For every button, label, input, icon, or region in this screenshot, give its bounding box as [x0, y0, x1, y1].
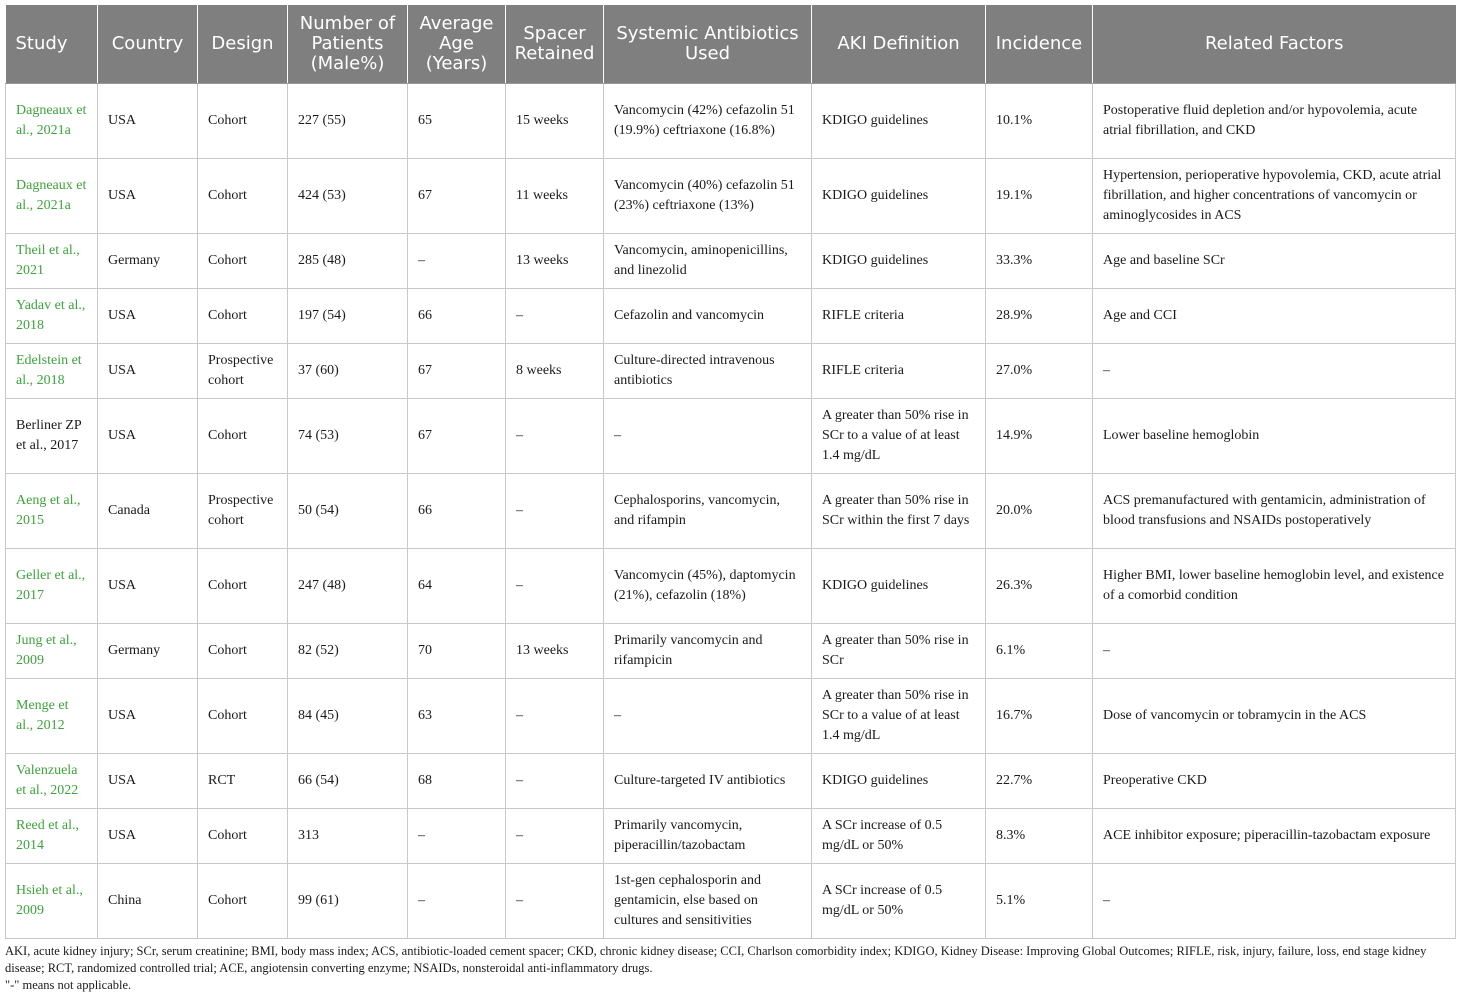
header-spacer: Spacer Retained	[506, 5, 604, 84]
related-factors-cell: –	[1093, 344, 1456, 399]
patients-cell: 197 (54)	[288, 289, 408, 344]
related-factors-cell: Postoperative fluid depletion and/or hypovolemia, acute atrial fibrillation, and CKD	[1093, 84, 1456, 159]
country-cell: USA	[98, 159, 198, 234]
antibiotics-cell: Primarily vancomycin, piperacillin/tazobactam	[604, 809, 812, 864]
design-cell: Prospective cohort	[198, 474, 288, 549]
table-row	[6, 159, 1456, 234]
country-cell: USA	[98, 679, 198, 754]
table-row	[6, 474, 1456, 549]
incidence-cell: 28.9%	[986, 289, 1093, 344]
country-cell: Germany	[98, 624, 198, 679]
spacer-cell: –	[506, 289, 604, 344]
country-cell: USA	[98, 549, 198, 624]
patients-cell: 227 (55)	[288, 84, 408, 159]
country-cell: USA	[98, 754, 198, 809]
aki-definition-cell: A greater than 50% rise in SCr to a value of at least 1.4 mg/dL	[812, 399, 986, 474]
age-cell: 66	[408, 474, 506, 549]
design-cell: Cohort	[198, 399, 288, 474]
age-cell: 66	[408, 289, 506, 344]
study-link[interactable]: Theil et al., 2021	[6, 234, 98, 289]
header-design: Design	[198, 5, 288, 84]
spacer-cell: 11 weeks	[506, 159, 604, 234]
table-row	[6, 234, 1456, 289]
table-row	[6, 344, 1456, 399]
antibiotics-cell: Vancomycin (45%), daptomycin (21%), cefazolin (18%)	[604, 549, 812, 624]
table-row	[6, 399, 1456, 474]
antibiotics-cell: Primarily vancomycin and rifampicin	[604, 624, 812, 679]
header-antibiotics: Systemic Antibiotics Used	[604, 5, 812, 84]
age-cell: 64	[408, 549, 506, 624]
study-link[interactable]: Aeng et al., 2015	[6, 474, 98, 549]
antibiotics-cell: Culture-targeted IV antibiotics	[604, 754, 812, 809]
related-factors-cell: Higher BMI, lower baseline hemoglobin level, and existence of a comorbid condition	[1093, 549, 1456, 624]
aki-definition-cell: KDIGO guidelines	[812, 754, 986, 809]
age-cell: –	[408, 864, 506, 939]
study-link[interactable]: Yadav et al., 2018	[6, 289, 98, 344]
incidence-cell: 22.7%	[986, 754, 1093, 809]
patients-cell: 84 (45)	[288, 679, 408, 754]
table-row	[6, 84, 1456, 159]
country-cell: USA	[98, 344, 198, 399]
patients-cell: 99 (61)	[288, 864, 408, 939]
incidence-cell: 10.1%	[986, 84, 1093, 159]
antibiotics-cell: Vancomycin, aminopenicillins, and linezolid	[604, 234, 812, 289]
spacer-cell: 15 weeks	[506, 84, 604, 159]
header-patients: Number of Patients (Male%)	[288, 5, 408, 84]
antibiotics-cell: Vancomycin (42%) cefazolin 51 (19.9%) ceftriaxone (16.8%)	[604, 84, 812, 159]
spacer-cell: 8 weeks	[506, 344, 604, 399]
aki-definition-cell: KDIGO guidelines	[812, 234, 986, 289]
incidence-cell: 19.1%	[986, 159, 1093, 234]
table-row	[6, 289, 1456, 344]
related-factors-cell: ACS premanufactured with gentamicin, administration of blood transfusions and NSAIDs postoperatively	[1093, 474, 1456, 549]
incidence-cell: 26.3%	[986, 549, 1093, 624]
table-row	[6, 809, 1456, 864]
country-cell: China	[98, 864, 198, 939]
age-cell: –	[408, 234, 506, 289]
related-factors-cell: Age and baseline SCr	[1093, 234, 1456, 289]
aki-definition-cell: KDIGO guidelines	[812, 84, 986, 159]
aki-definition-cell: A greater than 50% rise in SCr	[812, 624, 986, 679]
age-cell: 68	[408, 754, 506, 809]
spacer-cell: –	[506, 399, 604, 474]
antibiotics-cell: –	[604, 399, 812, 474]
incidence-cell: 16.7%	[986, 679, 1093, 754]
aki-definition-cell: RIFLE criteria	[812, 289, 986, 344]
header-country: Country	[98, 5, 198, 84]
aki-definition-cell: A greater than 50% rise in SCr within the first 7 days	[812, 474, 986, 549]
patients-cell: 247 (48)	[288, 549, 408, 624]
design-cell: Cohort	[198, 679, 288, 754]
incidence-cell: 14.9%	[986, 399, 1093, 474]
design-cell: Cohort	[198, 84, 288, 159]
country-cell: USA	[98, 809, 198, 864]
related-factors-cell: Preoperative CKD	[1093, 754, 1456, 809]
age-cell: 65	[408, 84, 506, 159]
aki-definition-cell: RIFLE criteria	[812, 344, 986, 399]
patients-cell: 82 (52)	[288, 624, 408, 679]
design-cell: RCT	[198, 754, 288, 809]
age-cell: 67	[408, 159, 506, 234]
patients-cell: 285 (48)	[288, 234, 408, 289]
antibiotics-cell: Cefazolin and vancomycin	[604, 289, 812, 344]
header-age: Average Age (Years)	[408, 5, 506, 84]
antibiotics-cell: Culture-directed intravenous antibiotics	[604, 344, 812, 399]
related-factors-cell: Dose of vancomycin or tobramycin in the ACS	[1093, 679, 1456, 754]
antibiotics-cell: Cephalosporins, vancomycin, and rifampin	[604, 474, 812, 549]
table-row	[6, 679, 1456, 754]
header-incidence: Incidence	[986, 5, 1093, 84]
related-factors-cell: –	[1093, 624, 1456, 679]
not-applicable-note: "-" means not applicable.	[5, 978, 132, 992]
related-factors-cell: Age and CCI	[1093, 289, 1456, 344]
design-cell: Cohort	[198, 159, 288, 234]
patients-cell: 313	[288, 809, 408, 864]
incidence-cell: 8.3%	[986, 809, 1093, 864]
age-cell: –	[408, 809, 506, 864]
patients-cell: 66 (54)	[288, 754, 408, 809]
country-cell: Germany	[98, 234, 198, 289]
related-factors-cell: –	[1093, 864, 1456, 939]
patients-cell: 50 (54)	[288, 474, 408, 549]
table-row	[6, 754, 1456, 809]
antibiotics-cell: –	[604, 679, 812, 754]
age-cell: 67	[408, 344, 506, 399]
incidence-cell: 27.0%	[986, 344, 1093, 399]
table-row	[6, 549, 1456, 624]
antibiotics-cell: Vancomycin (40%) cefazolin 51 (23%) ceftriaxone (13%)	[604, 159, 812, 234]
table-container	[5, 5, 1455, 994]
related-factors-cell: ACE inhibitor exposure; piperacillin-tazobactam exposure	[1093, 809, 1456, 864]
spacer-cell: –	[506, 679, 604, 754]
study-link[interactable]: Hsieh et al., 2009	[6, 864, 98, 939]
design-cell: Cohort	[198, 864, 288, 939]
aki-definition-cell: KDIGO guidelines	[812, 159, 986, 234]
study-link[interactable]: Edelstein et al., 2018	[6, 344, 98, 399]
incidence-cell: 5.1%	[986, 864, 1093, 939]
studies-table	[5, 5, 1456, 939]
table-row	[6, 864, 1456, 939]
spacer-cell: –	[506, 474, 604, 549]
incidence-cell: 6.1%	[986, 624, 1093, 679]
abbreviations-note: AKI, acute kidney injury; SCr, serum creatinine; BMI, body mass index; ACS, antibiotic-loaded cement spacer; CKD, chronic kidney disease; CCI, Charlson comorbidity index; KDIGO, Kidney Disease: Improving Global Outcomes; RIFLE, risk, injury, failure, loss, end stage kidney disease; RCT, randomized controlled trial; ACE, angiotensin converting enzyme; NSAIDs, nonsteroidal anti-inflammatory drugs.	[5, 944, 1427, 975]
design-cell: Cohort	[198, 809, 288, 864]
country-cell: USA	[98, 399, 198, 474]
design-cell: Cohort	[198, 234, 288, 289]
patients-cell: 74 (53)	[288, 399, 408, 474]
age-cell: 70	[408, 624, 506, 679]
study-link[interactable]: Valenzuela et al., 2022	[6, 754, 98, 809]
related-factors-cell: Lower baseline hemoglobin	[1093, 399, 1456, 474]
spacer-cell: –	[506, 549, 604, 624]
spacer-cell: 13 weeks	[506, 234, 604, 289]
aki-definition-cell: A greater than 50% rise in SCr to a value of at least 1.4 mg/dL	[812, 679, 986, 754]
study-link[interactable]: Geller et al., 2017	[6, 549, 98, 624]
patients-cell: 424 (53)	[288, 159, 408, 234]
study-link[interactable]: Dagneaux et al., 2021a	[6, 84, 98, 159]
design-cell: Prospective cohort	[198, 344, 288, 399]
design-cell: Cohort	[198, 289, 288, 344]
study-link[interactable]: Menge et al., 2012	[6, 679, 98, 754]
spacer-cell: –	[506, 864, 604, 939]
header-related-factors: Related Factors	[1093, 5, 1456, 84]
table-header-row	[6, 5, 1456, 84]
aki-definition-cell: A SCr increase of 0.5 mg/dL or 50%	[812, 864, 986, 939]
spacer-cell: –	[506, 809, 604, 864]
country-cell: USA	[98, 289, 198, 344]
country-cell: USA	[98, 84, 198, 159]
age-cell: 63	[408, 679, 506, 754]
antibiotics-cell: 1st-gen cephalosporin and gentamicin, else based on cultures and sensitivities	[604, 864, 812, 939]
aki-definition-cell: KDIGO guidelines	[812, 549, 986, 624]
header-aki-definition: AKI Definition	[812, 5, 986, 84]
spacer-cell: 13 weeks	[506, 624, 604, 679]
study-link[interactable]: Reed et al., 2014	[6, 809, 98, 864]
incidence-cell: 20.0%	[986, 474, 1093, 549]
incidence-cell: 33.3%	[986, 234, 1093, 289]
study-link[interactable]: Dagneaux et al., 2021a	[6, 159, 98, 234]
study-link[interactable]: Jung et al., 2009	[6, 624, 98, 679]
table-footnotes	[5, 943, 1455, 994]
country-cell: Canada	[98, 474, 198, 549]
study-name: Berliner ZP et al., 2017	[6, 399, 98, 474]
header-study: Study	[6, 5, 98, 84]
related-factors-cell: Hypertension, perioperative hypovolemia, CKD, acute atrial fibrillation, and higher concentrations of vancomycin or aminoglycosides in ACS	[1093, 159, 1456, 234]
aki-definition-cell: A SCr increase of 0.5 mg/dL or 50%	[812, 809, 986, 864]
spacer-cell: –	[506, 754, 604, 809]
table-row	[6, 624, 1456, 679]
design-cell: Cohort	[198, 624, 288, 679]
design-cell: Cohort	[198, 549, 288, 624]
age-cell: 67	[408, 399, 506, 474]
patients-cell: 37 (60)	[288, 344, 408, 399]
